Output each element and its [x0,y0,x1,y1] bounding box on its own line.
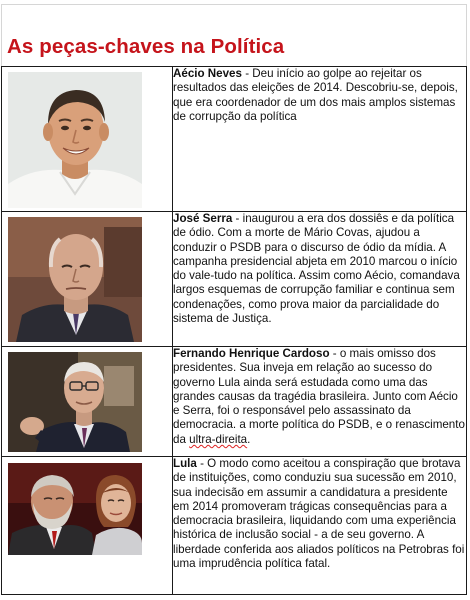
bio-tail: . [247,432,251,446]
aecio-neves-photo [8,72,142,208]
lula-dilma-photo [8,463,142,555]
page-title: As peças-chaves na Política [7,35,285,58]
bio-name: José Serra [173,212,233,225]
underlined-term: ultra-direita [189,432,248,446]
bio-description: - o mais omisso dos presidentes. Sua inveja em relação ao sucesso do governo Lula ainda será estudada como uma das grandes causas da tragédia brasileira. Junto com Aécio e Serra, foi o responsável pelo assassinato da democracia. a morte política do PSDB, e o renascimento da [173,347,465,446]
politicians-table [1,66,467,595]
bio-cell [173,212,467,347]
bio-name: Lula [173,457,197,470]
photo-cell [2,212,173,347]
table-row [2,347,467,457]
photo-cell [2,67,173,212]
photo-cell [2,347,173,457]
bio-text [173,347,466,447]
photo-cell [2,457,173,595]
bio-name: Aécio Neves [173,67,242,80]
table-row [2,457,467,595]
bio-cell [173,457,467,595]
bio-text [173,67,466,124]
bio-description: - Deu início ao golpe ao rejeitar os resultados das eleições de 2014. Descobriu-se, depois, que era coordenador de um dos mais amplos sistemas de corrupção da política [173,67,458,123]
bio-description: - inaugurou a era dos dossiês e da política de ódio. Com a morte de Mário Covas, ajudou a conduzir o PSDB para o discurso de ódio da mídia. A campanha presidencial abjeta em 2010 marcou o início do vale-tudo na política. Assim como Aécio, comandava largos esquemas de corrupção familiar e continua sem condenações, como prova maior da parcialidade do sistema de Justiça. [173,212,460,326]
bio-text [173,212,466,326]
bio-text [173,457,466,571]
table-row [2,67,467,212]
bio-name: Fernando Henrique Cardoso [173,347,330,360]
title-box [1,4,467,66]
table-row [2,212,467,347]
bio-description: - O modo como aceitou a conspiração que brotava de instituições, como conduziu sua sucessão em 2010, sua indecisão em assumir a candidatura a presidente em 2014 promoveram trágicas consequências para a democracia brasileira, liquidando com uma experiência histórica de inclusão social - a de seu governo. A liberdade conferida aos aliados políticos na Petrobras foi uma imprudência política fatal. [173,457,465,571]
bio-cell [173,347,467,457]
bio-cell [173,67,467,212]
jose-serra-photo [8,217,142,342]
fhc-photo [8,352,142,452]
